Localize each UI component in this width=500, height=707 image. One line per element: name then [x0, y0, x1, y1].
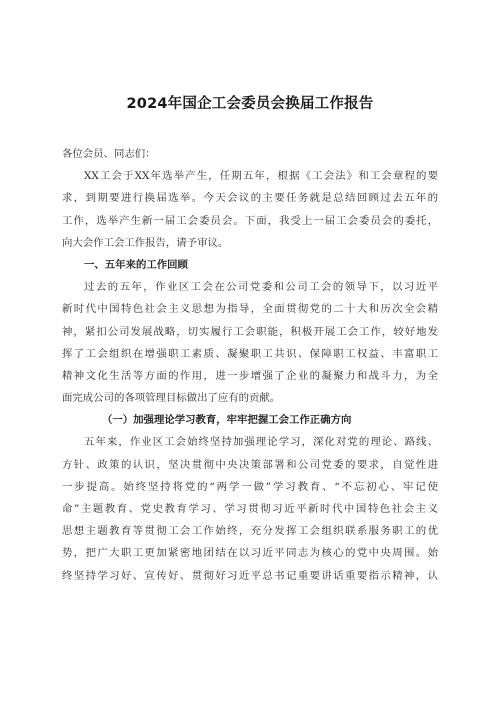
section-line: 神，紧扣公司发展战略，切实履行工会职能，积极开展工会工作，较好地发	[62, 325, 438, 338]
intro-line: 求，到期要进行换届选举。今天会议的主要任务就是总结回顾过去五年的	[62, 192, 438, 205]
subsection-line: 五年来，作业区工会始终坚持加强理论学习，深化对党的理论、路线、	[84, 436, 438, 449]
section-heading: 一、五年来的工作回顾	[84, 258, 188, 271]
subsection-heading: （一）加强理论学习教育，牢牢把握工会工作正确方向	[102, 414, 352, 427]
document-title: 2024年国企工会委员会换届工作报告	[126, 96, 374, 112]
greeting: 各位会员、同志们：	[62, 148, 156, 160]
subsection-line: 一步提高。始终坚持将党的“两学一做”学习教育、“不忘初心、牢记使	[62, 480, 438, 493]
section-line: 新时代中国特色社会主义思想为指导，全面贯彻党的二十大和历次全会精	[62, 303, 438, 316]
section-line: 挥了工会组织在增强职工素质、凝聚职工共识、保障职工权益、丰富职工	[62, 347, 438, 360]
subsection-line: 命”主题教育、党史教育学习、学习贯彻习近平新时代中国特色社会主义	[62, 503, 438, 515]
intro-line: 向大会作工会工作报告，请予审议。	[62, 236, 229, 249]
intro-line: XX工会于XX年选举产生，任期五年，根据《工会法》和工会章程的要	[84, 170, 438, 183]
subsection-line: 势，把广大职工更加紧密地团结在以习近平同志为核心的党中央周围。始	[62, 547, 438, 560]
section-line: 面完成公司的各项管理目标做出了应有的贡献。	[62, 392, 281, 405]
intro-line: 工作，选举产生新一届工会委员会。下面，我受上一届工会委员会的委托，	[62, 214, 438, 227]
subsection-line: 思想主题教育等贯彻工会工作始终，充分发挥工会组织联系服务职工的优	[62, 525, 438, 538]
section-line: 过去的五年，作业区工会在公司党委和公司工会的领导下，以习近平	[84, 281, 438, 294]
subsection-line: 方针、政策的认识，坚决贯彻中央决策部署和公司党委的要求，自觉性进	[62, 458, 438, 471]
document-body	[62, 143, 438, 587]
subsection-line: 终坚持学习好、宣传好、贯彻好习近平总书记重要讲话重要指示精神，认	[62, 569, 438, 582]
section-line: 精神文化生活等方面的作用，进一步增强了企业的凝聚力和战斗力，为全	[62, 369, 438, 382]
